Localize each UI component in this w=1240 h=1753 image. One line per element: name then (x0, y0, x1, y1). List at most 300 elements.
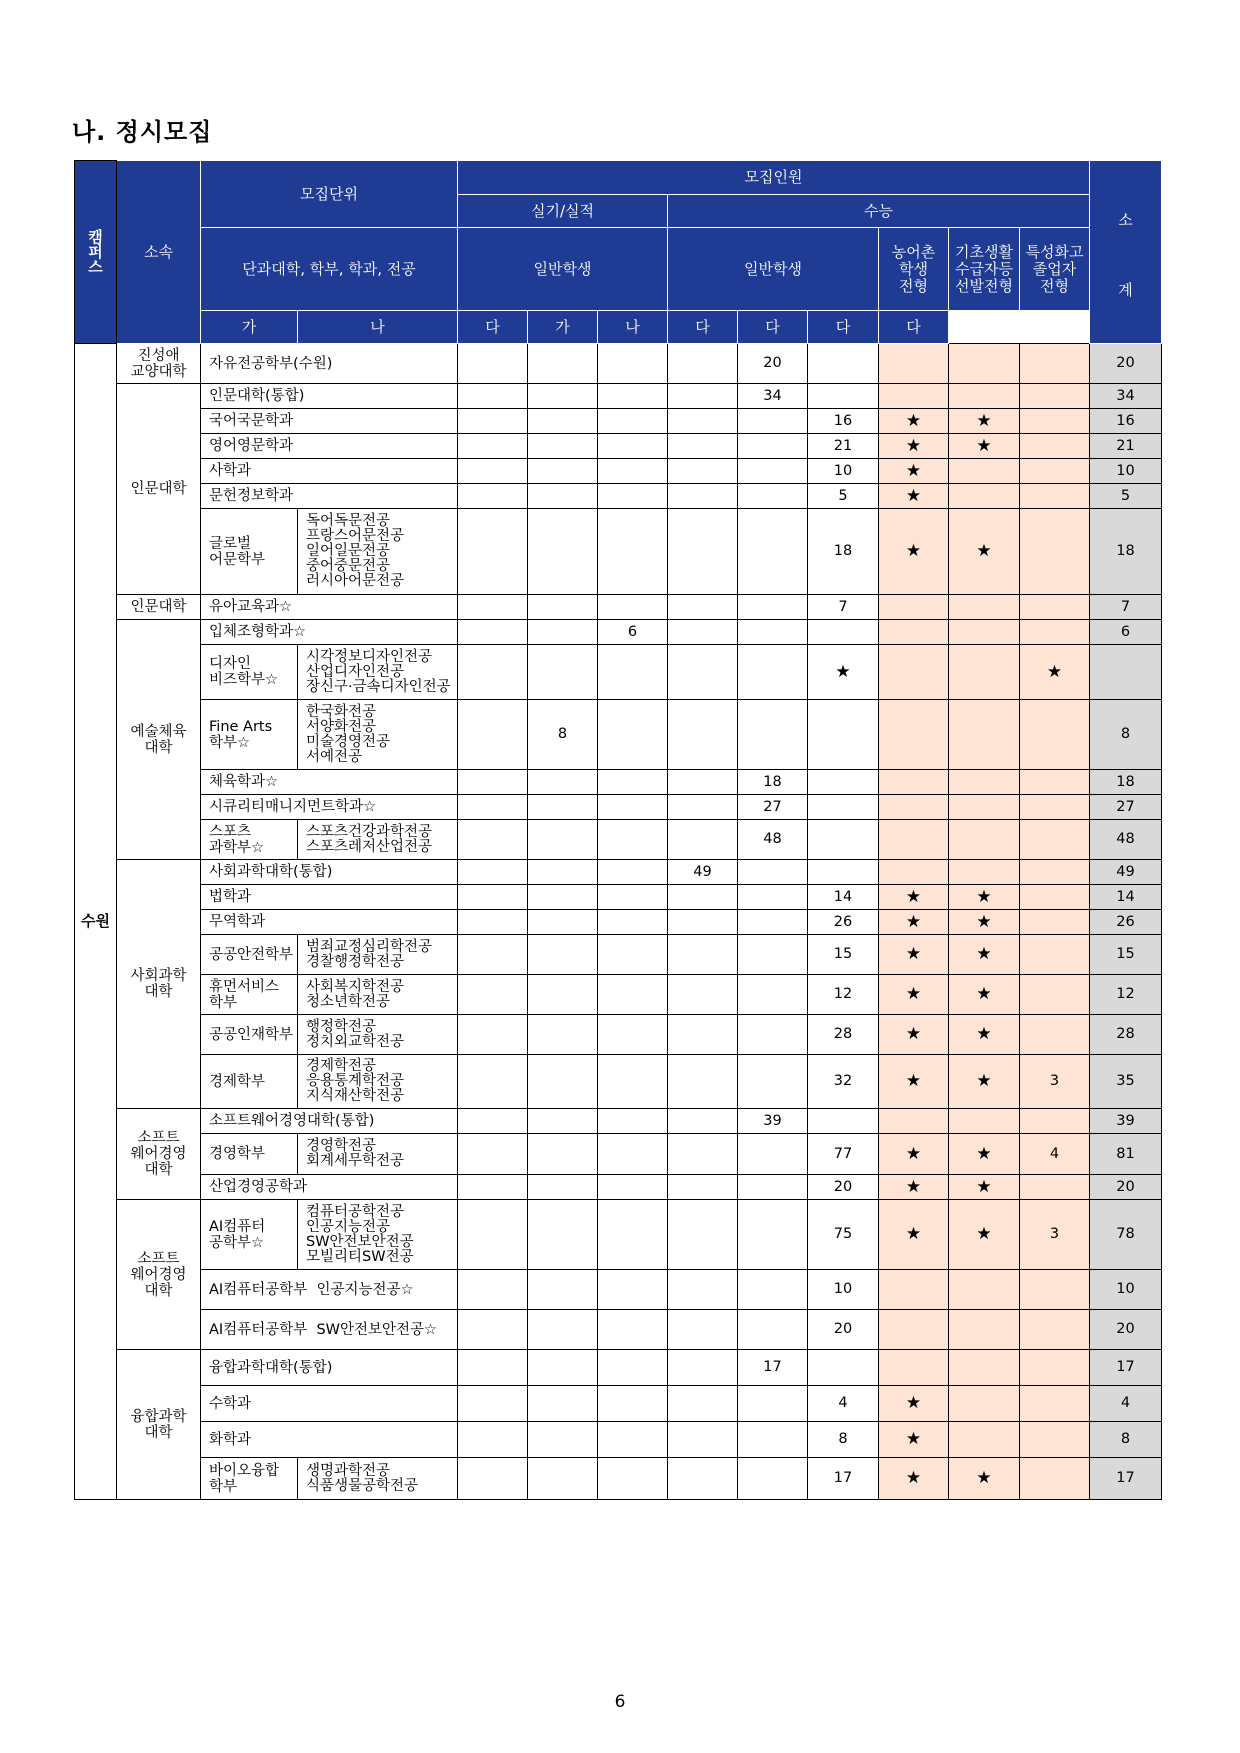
table-row (75, 484, 1162, 509)
table-row (75, 700, 1162, 770)
quota-cell-다 (598, 645, 668, 700)
quota-cell-가 (458, 975, 528, 1015)
unit-cell: 수학과 (201, 1386, 458, 1422)
quota-cell-가 (668, 1458, 738, 1500)
unit-cell: 유아교육과☆ (201, 595, 458, 620)
header-practical: 실기/실적 (458, 195, 668, 228)
unit-cell: 무역학과 (201, 910, 458, 935)
quota-cell-나 (528, 975, 598, 1015)
quota-cell-다: 16 (808, 409, 879, 434)
quota-cell-다 (949, 1270, 1020, 1310)
quota-cell-다: 28 (808, 1015, 879, 1055)
quota-cell-나 (738, 1015, 808, 1055)
unit-cell: AI컴퓨터공학부 SW안전보안전공☆ (201, 1310, 458, 1350)
quota-cell-가 (668, 885, 738, 910)
quota-cell-다: 20 (808, 1310, 879, 1350)
quota-cell-다 (1020, 1350, 1090, 1386)
quota-cell-가 (458, 885, 528, 910)
quota-cell-가 (668, 595, 738, 620)
major-cell: 사회복지학전공 청소년학전공 (298, 975, 458, 1015)
table-row (75, 1134, 1162, 1175)
affiliation-cell: 인문대학 (117, 595, 201, 620)
quota-cell-가 (668, 344, 738, 384)
subtotal-cell: 34 (1090, 384, 1162, 409)
unit-cell: 인문대학(통합) (201, 384, 458, 409)
quota-cell-다 (949, 795, 1020, 820)
quota-cell-다 (949, 1386, 1020, 1422)
quota-cell-나: 8 (528, 700, 598, 770)
quota-cell-나 (528, 459, 598, 484)
quota-cell-가 (668, 434, 738, 459)
quota-cell-다 (879, 1270, 949, 1310)
quota-cell-나 (738, 1055, 808, 1109)
quota-cell-다 (949, 700, 1020, 770)
unit-cell: 법학과 (201, 885, 458, 910)
header-basic-living: 기초생활 수급자등 선발전형 (949, 228, 1020, 311)
quota-cell-다: 75 (808, 1200, 879, 1270)
quota-cell-나 (738, 409, 808, 434)
quota-cell-나 (528, 344, 598, 384)
quota-cell-나 (738, 459, 808, 484)
unit-cell: 자유전공학부(수원) (201, 344, 458, 384)
quota-cell-다 (598, 1134, 668, 1175)
quota-cell-다: 10 (808, 1270, 879, 1310)
quota-cell-다 (808, 700, 879, 770)
quota-cell-다 (1020, 344, 1090, 384)
quota-cell-다: ★ (949, 1134, 1020, 1175)
quota-cell-다 (598, 459, 668, 484)
quota-cell-나 (738, 434, 808, 459)
quota-cell-다 (598, 409, 668, 434)
subtotal-cell: 10 (1090, 1270, 1162, 1310)
quota-cell-나 (528, 770, 598, 795)
quota-cell-나 (528, 1458, 598, 1500)
quota-cell-나 (528, 1200, 598, 1270)
quota-cell-다 (598, 1422, 668, 1458)
quota-cell-가 (458, 1015, 528, 1055)
quota-cell-나 (528, 1350, 598, 1386)
quota-cell-나: 34 (738, 384, 808, 409)
quota-cell-다 (879, 1109, 949, 1134)
quota-cell-다 (1020, 509, 1090, 595)
quota-cell-가 (668, 1109, 738, 1134)
table-row (75, 509, 1162, 595)
quota-cell-나 (738, 700, 808, 770)
unit-cell: Fine Arts 학부☆ (201, 700, 298, 770)
quota-cell-다 (1020, 1109, 1090, 1134)
quota-cell-다: ★ (949, 1015, 1020, 1055)
unit-cell: 시큐리티매니지먼트학과☆ (201, 795, 458, 820)
quota-cell-나 (528, 1310, 598, 1350)
table-row (75, 434, 1162, 459)
header-group-8: 다 (879, 311, 949, 344)
quota-cell-다 (879, 1350, 949, 1386)
quota-cell-가 (458, 860, 528, 885)
header-quota: 모집인원 (458, 161, 1090, 195)
quota-cell-다 (1020, 434, 1090, 459)
quota-cell-다 (598, 935, 668, 975)
table-row (75, 1310, 1162, 1350)
quota-cell-다 (1020, 459, 1090, 484)
section-title: 나. 정시모집 (72, 118, 213, 146)
header-campus: 캠 퍼 스 (75, 161, 117, 344)
quota-cell-다 (1020, 1015, 1090, 1055)
quota-cell-가 (458, 795, 528, 820)
quota-cell-가 (458, 645, 528, 700)
table-row (75, 1175, 1162, 1200)
unit-cell: 휴먼서비스 학부 (201, 975, 298, 1015)
quota-cell-나 (738, 1310, 808, 1350)
quota-cell-다 (598, 820, 668, 860)
quota-cell-가 (458, 1134, 528, 1175)
quota-cell-다: 21 (808, 434, 879, 459)
quota-cell-다 (598, 1015, 668, 1055)
major-cell: 시각정보디자인전공 산업디자인전공 장신구·금속디자인전공 (298, 645, 458, 700)
quota-cell-나 (528, 1422, 598, 1458)
quota-cell-다 (598, 1310, 668, 1350)
quota-cell-가 (458, 434, 528, 459)
quota-cell-다 (598, 910, 668, 935)
table-row (75, 620, 1162, 645)
quota-cell-가 (458, 409, 528, 434)
major-cell: 경영학전공 회계세무학전공 (298, 1134, 458, 1175)
quota-cell-다 (808, 1350, 879, 1386)
quota-cell-다 (949, 484, 1020, 509)
quota-cell-나 (528, 384, 598, 409)
quota-cell-다 (598, 1175, 668, 1200)
header-suneung: 수능 (668, 195, 1090, 228)
quota-cell-다 (598, 770, 668, 795)
quota-cell-다 (808, 770, 879, 795)
quota-cell-나 (528, 1386, 598, 1422)
quota-cell-다: ★ (879, 509, 949, 595)
quota-cell-가 (458, 1422, 528, 1458)
quota-cell-다: ★ (1020, 645, 1090, 700)
subtotal-cell: 5 (1090, 484, 1162, 509)
quota-cell-다 (808, 344, 879, 384)
quota-cell-다: ★ (949, 910, 1020, 935)
quota-cell-다 (1020, 1386, 1090, 1422)
quota-cell-다 (879, 620, 949, 645)
quota-cell-다 (949, 1350, 1020, 1386)
quota-cell-다 (598, 434, 668, 459)
quota-cell-가 (458, 344, 528, 384)
quota-cell-다: ★ (879, 1422, 949, 1458)
subtotal-cell: 20 (1090, 1310, 1162, 1350)
table-row (75, 1055, 1162, 1109)
quota-cell-다 (879, 1310, 949, 1350)
quota-cell-다: ★ (949, 885, 1020, 910)
header-subtotal-top: 소 (1090, 161, 1162, 228)
quota-cell-다: ★ (879, 1055, 949, 1109)
quota-cell-다: 3 (1020, 1200, 1090, 1270)
subtotal-cell: 18 (1090, 509, 1162, 595)
quota-cell-다 (1020, 1270, 1090, 1310)
quota-cell-가 (668, 795, 738, 820)
quota-cell-다 (1020, 975, 1090, 1015)
quota-cell-다: ★ (879, 1200, 949, 1270)
quota-cell-나 (528, 1175, 598, 1200)
quota-cell-다: ★ (949, 409, 1020, 434)
quota-cell-가 (458, 820, 528, 860)
table-row (75, 1270, 1162, 1310)
quota-cell-나 (528, 1134, 598, 1175)
quota-cell-다 (598, 885, 668, 910)
table-row (75, 820, 1162, 860)
quota-cell-다: ★ (879, 459, 949, 484)
page-number: 6 (614, 1692, 626, 1712)
quota-cell-가 (458, 1109, 528, 1134)
quota-cell-나 (528, 484, 598, 509)
quota-cell-나: 27 (738, 795, 808, 820)
quota-cell-다 (598, 1200, 668, 1270)
quota-cell-나 (528, 910, 598, 935)
unit-cell: 화학과 (201, 1422, 458, 1458)
quota-cell-나 (738, 509, 808, 595)
quota-cell-다 (879, 770, 949, 795)
quota-cell-다 (1020, 620, 1090, 645)
quota-cell-다 (1020, 595, 1090, 620)
quota-cell-다 (949, 620, 1020, 645)
unit-cell: 공공인재학부 (201, 1015, 298, 1055)
quota-cell-다 (598, 700, 668, 770)
quota-cell-다 (598, 1350, 668, 1386)
subtotal-cell: 49 (1090, 860, 1162, 885)
quota-cell-나 (738, 910, 808, 935)
subtotal-cell: 10 (1090, 459, 1162, 484)
quota-cell-나 (738, 1175, 808, 1200)
quota-cell-다 (598, 1386, 668, 1422)
quota-cell-다 (808, 795, 879, 820)
quota-cell-가 (668, 620, 738, 645)
header-group-6: 다 (738, 311, 808, 344)
quota-cell-다 (598, 344, 668, 384)
affiliation-cell: 소프트 웨어경영 대학 (117, 1109, 201, 1200)
quota-cell-다: 18 (808, 509, 879, 595)
header-group-3: 가 (528, 311, 598, 344)
quota-cell-가 (458, 459, 528, 484)
unit-cell: 경영학부 (201, 1134, 298, 1175)
quota-cell-다 (1020, 409, 1090, 434)
major-cell: 컴퓨터공학전공 인공지능전공 SW안전보안전공 모빌리티SW전공 (298, 1200, 458, 1270)
quota-cell-다: ★ (949, 1458, 1020, 1500)
quota-cell-다: 12 (808, 975, 879, 1015)
quota-cell-다: 3 (1020, 1055, 1090, 1109)
quota-cell-가 (668, 409, 738, 434)
quota-cell-나: 18 (738, 770, 808, 795)
quota-cell-다 (949, 1310, 1020, 1350)
major-cell: 경제학전공 응용통계학전공 지식재산학전공 (298, 1055, 458, 1109)
unit-cell: 국어국문학과 (201, 409, 458, 434)
subtotal-cell (1090, 645, 1162, 700)
quota-cell-다 (879, 595, 949, 620)
header-group-2: 다 (458, 311, 528, 344)
subtotal-cell: 8 (1090, 700, 1162, 770)
quota-cell-나 (528, 509, 598, 595)
quota-cell-나 (528, 860, 598, 885)
unit-cell: AI컴퓨터 공학부☆ (201, 1200, 298, 1270)
quota-cell-다 (808, 384, 879, 409)
quota-cell-다 (598, 975, 668, 1015)
quota-cell-나 (738, 860, 808, 885)
quota-cell-다 (949, 344, 1020, 384)
quota-cell-가 (668, 975, 738, 1015)
quota-cell-다 (598, 484, 668, 509)
quota-cell-가 (668, 770, 738, 795)
quota-cell-다 (879, 795, 949, 820)
quota-cell-다: ★ (879, 1458, 949, 1500)
table-row (75, 1458, 1162, 1500)
quota-cell-다: ★ (879, 975, 949, 1015)
quota-cell-가 (458, 595, 528, 620)
unit-cell: 입체조형학과☆ (201, 620, 458, 645)
quota-cell-다 (808, 860, 879, 885)
quota-cell-나 (528, 409, 598, 434)
affiliation-cell: 소프트 웨어경영 대학 (117, 1200, 201, 1350)
quota-cell-나 (528, 1270, 598, 1310)
quota-cell-다 (1020, 885, 1090, 910)
header-group-4: 나 (598, 311, 668, 344)
quota-cell-가 (458, 910, 528, 935)
quota-cell-가 (668, 645, 738, 700)
quota-cell-가 (458, 484, 528, 509)
quota-cell-다 (949, 459, 1020, 484)
unit-cell: 글로벌 어문학부 (201, 509, 298, 595)
quota-cell-다 (598, 509, 668, 595)
table-row (75, 795, 1162, 820)
quota-cell-나 (528, 935, 598, 975)
quota-cell-다 (598, 1055, 668, 1109)
table-row (75, 935, 1162, 975)
table-row (75, 1422, 1162, 1458)
quota-cell-가 (668, 1270, 738, 1310)
quota-cell-가 (458, 1458, 528, 1500)
table-row (75, 1015, 1162, 1055)
quota-cell-가 (458, 384, 528, 409)
header-group-1: 나 (298, 311, 458, 344)
campus-cell: 수원 (75, 344, 117, 1500)
quota-cell-나 (738, 645, 808, 700)
quota-cell-다: ★ (949, 1055, 1020, 1109)
quota-cell-다 (949, 1422, 1020, 1458)
quota-cell-다 (1020, 484, 1090, 509)
quota-cell-다 (598, 1109, 668, 1134)
affiliation-cell: 예술체육 대학 (117, 620, 201, 860)
quota-cell-가 (668, 384, 738, 409)
quota-cell-가 (458, 1310, 528, 1350)
quota-cell-다 (808, 1109, 879, 1134)
table-row (75, 1386, 1162, 1422)
subtotal-cell: 16 (1090, 409, 1162, 434)
quota-cell-나 (738, 620, 808, 645)
quota-cell-나 (528, 645, 598, 700)
quota-cell-다 (808, 620, 879, 645)
quota-cell-가 (668, 1015, 738, 1055)
quota-cell-다: 8 (808, 1422, 879, 1458)
quota-cell-가 (668, 910, 738, 935)
quota-cell-다: ★ (879, 1175, 949, 1200)
quota-cell-가 (458, 1350, 528, 1386)
subtotal-cell: 4 (1090, 1386, 1162, 1422)
quota-cell-나 (738, 595, 808, 620)
quota-cell-다 (1020, 1175, 1090, 1200)
quota-cell-가 (668, 700, 738, 770)
quota-cell-다: 4 (1020, 1134, 1090, 1175)
quota-cell-나 (738, 1458, 808, 1500)
table-row (75, 344, 1162, 384)
subtotal-cell: 18 (1090, 770, 1162, 795)
table-row (75, 885, 1162, 910)
quota-cell-다: 5 (808, 484, 879, 509)
quota-cell-나 (528, 595, 598, 620)
header-general-suneung: 일반학생 (668, 228, 879, 311)
quota-cell-나 (528, 820, 598, 860)
table-body (75, 344, 1162, 1500)
quota-cell-다 (949, 820, 1020, 860)
quota-cell-다: ★ (879, 434, 949, 459)
quota-cell-다: 15 (808, 935, 879, 975)
quota-cell-가: 49 (668, 860, 738, 885)
subtotal-cell: 17 (1090, 1350, 1162, 1386)
quota-cell-나 (528, 885, 598, 910)
major-cell: 범죄교정심리학전공 경찰행정학전공 (298, 935, 458, 975)
quota-cell-다 (879, 820, 949, 860)
quota-cell-다: ★ (879, 1134, 949, 1175)
unit-cell: 사학과 (201, 459, 458, 484)
subtotal-cell: 12 (1090, 975, 1162, 1015)
quota-cell-다: ★ (879, 910, 949, 935)
quota-cell-다 (879, 860, 949, 885)
unit-cell: 사회과학대학(통합) (201, 860, 458, 885)
quota-cell-다: 7 (808, 595, 879, 620)
quota-cell-다: 32 (808, 1055, 879, 1109)
quota-cell-가 (668, 1422, 738, 1458)
unit-cell: 스포츠 과학부☆ (201, 820, 298, 860)
subtotal-cell: 35 (1090, 1055, 1162, 1109)
quota-cell-나 (528, 434, 598, 459)
table-row (75, 1109, 1162, 1134)
subtotal-cell: 78 (1090, 1200, 1162, 1270)
header-affiliation: 소속 (117, 161, 201, 344)
quota-cell-가 (458, 1386, 528, 1422)
quota-cell-다: ★ (879, 1386, 949, 1422)
table-row (75, 860, 1162, 885)
table-row (75, 645, 1162, 700)
quota-cell-나: 20 (738, 344, 808, 384)
quota-cell-다 (1020, 1458, 1090, 1500)
quota-cell-다: ★ (879, 885, 949, 910)
quota-cell-다 (598, 1458, 668, 1500)
quota-cell-가 (668, 820, 738, 860)
major-cell: 행정학전공 정치외교학전공 (298, 1015, 458, 1055)
quota-cell-다: 4 (808, 1386, 879, 1422)
quota-cell-다 (949, 1109, 1020, 1134)
unit-cell: 공공안전학부 (201, 935, 298, 975)
subtotal-cell: 17 (1090, 1458, 1162, 1500)
quota-cell-가 (668, 509, 738, 595)
quota-cell-다: ★ (949, 1200, 1020, 1270)
subtotal-cell: 20 (1090, 344, 1162, 384)
unit-cell: 디자인 비즈학부☆ (201, 645, 298, 700)
major-cell: 스포츠건강과학전공 스포츠레저산업전공 (298, 820, 458, 860)
table-row (75, 975, 1162, 1015)
affiliation-cell: 인문대학 (117, 384, 201, 595)
major-cell: 한국화전공 서양화전공 미술경영전공 서예전공 (298, 700, 458, 770)
quota-cell-다 (1020, 1310, 1090, 1350)
quota-cell-가 (668, 1055, 738, 1109)
quota-cell-다: 17 (808, 1458, 879, 1500)
header-rural: 농어촌 학생 전형 (879, 228, 949, 311)
